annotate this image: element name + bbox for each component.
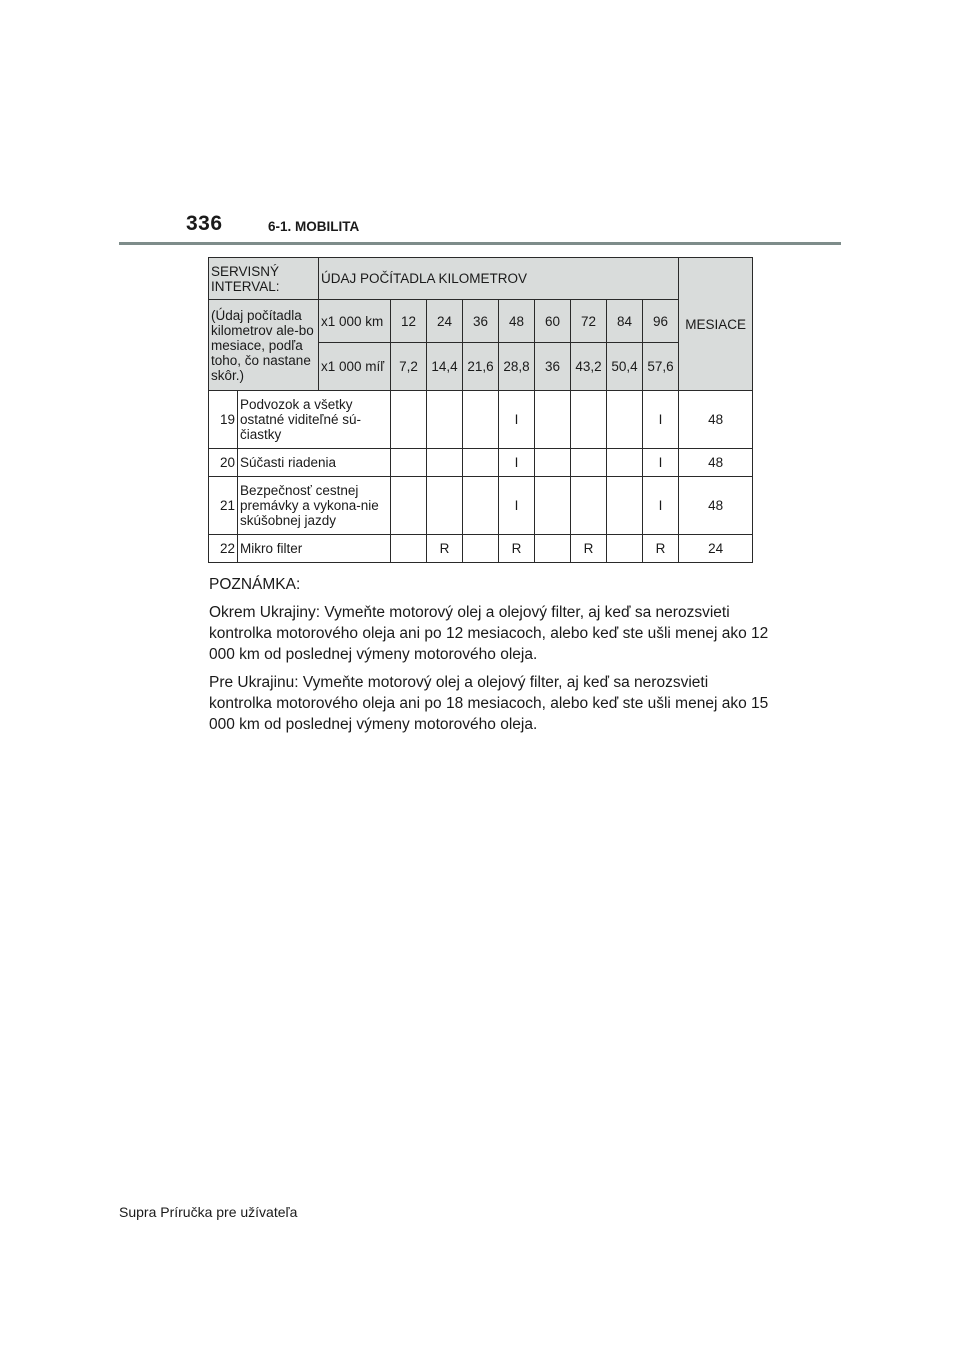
km-value-cell: 72: [571, 300, 607, 343]
row-number: 19: [209, 391, 238, 449]
interval-cell: [391, 477, 427, 535]
row-number: 21: [209, 477, 238, 535]
mi-value-cell: 43,2: [571, 343, 607, 391]
table-row: [209, 535, 753, 563]
mi-value-cell: 36: [535, 343, 571, 391]
interval-cell: [571, 477, 607, 535]
interval-cell: R: [571, 535, 607, 563]
months-cell: 48: [679, 449, 753, 477]
page-number: 336: [186, 212, 223, 235]
mi-value-cell: 57,6: [643, 343, 679, 391]
interval-cell: [535, 449, 571, 477]
reading-note: (Údaj počítadla kilometrov ale-bo mesiace, podľa toho, čo nastane skôr.): [209, 300, 319, 391]
odometer-header: ÚDAJ POČÍTADLA KILOMETROV: [319, 258, 679, 300]
months-cell: 48: [679, 391, 753, 449]
interval-cell: [463, 535, 499, 563]
table-row: [209, 449, 753, 477]
interval-cell: [607, 477, 643, 535]
interval-cell: [427, 449, 463, 477]
interval-cell: R: [643, 535, 679, 563]
interval-cell: I: [643, 391, 679, 449]
service-interval-header: SERVISNÝ INTERVAL:: [209, 258, 319, 300]
mi-value-cell: 28,8: [499, 343, 535, 391]
months-header: MESIACE: [679, 258, 753, 391]
interval-cell: [535, 391, 571, 449]
km-value-cell: 36: [463, 300, 499, 343]
interval-cell: I: [499, 391, 535, 449]
mi-value-cell: 7,2: [391, 343, 427, 391]
interval-cell: [535, 535, 571, 563]
row-number: 22: [209, 535, 238, 563]
km-value-cell: 84: [607, 300, 643, 343]
interval-cell: [463, 477, 499, 535]
interval-cell: I: [643, 477, 679, 535]
row-number: 20: [209, 449, 238, 477]
maintenance-schedule-table: [208, 257, 753, 563]
interval-cell: [391, 449, 427, 477]
notes-paragraph-1: Okrem Ukrajiny: Vymeňte motorový olej a olejový filter, aj keď sa nerozsvieti kontrolka motorového oleja ani po 12 mesiacoch, alebo keď ste ušli menej ako 12 000 km od poslednej výmeny motorového oleja.: [209, 604, 769, 663]
months-cell: 48: [679, 477, 753, 535]
table-row: [209, 477, 753, 535]
interval-cell: R: [499, 535, 535, 563]
interval-cell: [391, 391, 427, 449]
mi-value-cell: 21,6: [463, 343, 499, 391]
table-row: [209, 391, 753, 449]
interval-cell: [571, 391, 607, 449]
row-item: Bezpečnosť cestnej premávky a vykona-nie skúšobnej jazdy: [238, 477, 391, 535]
interval-cell: [463, 449, 499, 477]
km-value-cell: 60: [535, 300, 571, 343]
km-value-cell: 48: [499, 300, 535, 343]
interval-cell: [607, 391, 643, 449]
mi-value-cell: 14,4: [427, 343, 463, 391]
km-value-cell: 12: [391, 300, 427, 343]
section-title: 6-1. MOBILITA: [268, 219, 360, 234]
footer-text: Supra Príručka pre užívateľa: [119, 1204, 298, 1220]
interval-cell: I: [499, 477, 535, 535]
interval-cell: [571, 449, 607, 477]
interval-cell: [607, 449, 643, 477]
header-rule: [119, 242, 841, 245]
mi-unit-label: x1 000 míľ: [319, 343, 391, 391]
interval-cell: [607, 535, 643, 563]
interval-cell: I: [499, 449, 535, 477]
row-item: Mikro filter: [238, 535, 391, 563]
interval-cell: [427, 477, 463, 535]
mi-value-cell: 50,4: [607, 343, 643, 391]
row-item: Súčasti riadenia: [238, 449, 391, 477]
interval-cell: I: [643, 449, 679, 477]
km-unit-label: x1 000 km: [319, 300, 391, 343]
interval-cell: [535, 477, 571, 535]
row-item: Podvozok a všetky ostatné viditeľné sú-čiastky: [238, 391, 391, 449]
interval-cell: [427, 391, 463, 449]
notes-paragraph-2: Pre Ukrajinu: Vymeňte motorový olej a olejový filter, aj keď sa nerozsvieti kontrolka motorového oleja ani po 18 mesiacoch, alebo keď ste ušli menej ako 15 000 km od poslednej výmeny motorového oleja.: [209, 674, 769, 733]
months-cell: 24: [679, 535, 753, 563]
notes: [209, 574, 769, 742]
notes-heading: POZNÁMKA:: [209, 576, 301, 593]
interval-cell: R: [427, 535, 463, 563]
km-value-cell: 96: [643, 300, 679, 343]
km-value-cell: 24: [427, 300, 463, 343]
interval-cell: [391, 535, 427, 563]
interval-cell: [463, 391, 499, 449]
